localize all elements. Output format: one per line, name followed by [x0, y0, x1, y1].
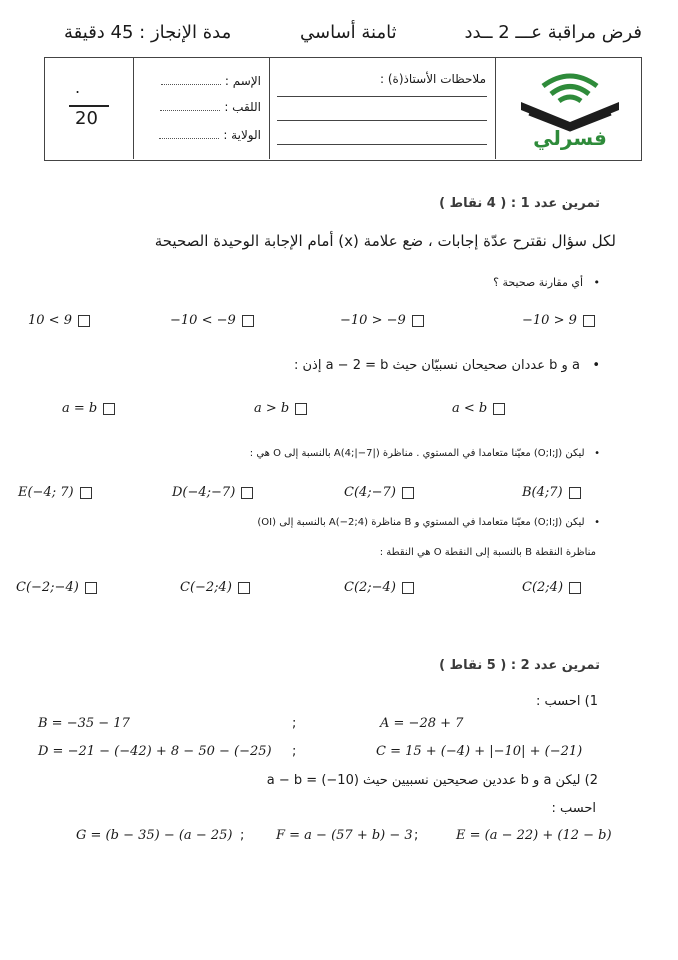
expr-f: F = a − (57 + b) − 3 [276, 828, 413, 843]
checkbox[interactable] [402, 487, 414, 499]
checkbox[interactable] [85, 582, 97, 594]
expr-c: C = 15 + (−4) + |−10| + (−21) [376, 744, 583, 759]
checkbox[interactable] [402, 582, 414, 594]
q4-option[interactable]: C(2;−4) [344, 580, 414, 595]
checkbox[interactable] [569, 582, 581, 594]
expr-e: E = (a − 22) + (12 − b) [456, 828, 612, 843]
checkbox[interactable] [493, 403, 505, 415]
expr-g: G = (b − 35) − (a − 25) [76, 828, 233, 843]
q3-option[interactable]: B(4;7) [522, 485, 581, 500]
expr-a: A = −28 + 7 [380, 716, 464, 731]
q3-option[interactable]: E(−4; 7) [18, 485, 92, 500]
duration-label: مدة الإنجاز : 45 دقيقة [64, 22, 232, 43]
q1-text: • أي مقارنة صحيحة ؟ [493, 276, 600, 289]
separator: ; [240, 828, 245, 843]
exam-title: فرض مراقبة عـــ 2 ــدد [464, 22, 642, 43]
exercise1-title: تمرين عدد 1 : ( 4 نقاط ) [439, 196, 600, 211]
checkbox[interactable] [80, 487, 92, 499]
q3-option[interactable]: D(−4;−7) [172, 485, 253, 500]
exercise2-title: تمرين عدد 2 : ( 5 نقاط ) [439, 658, 600, 673]
q1-option[interactable]: −10 > −9 [340, 313, 424, 328]
notes-line [277, 96, 487, 97]
separator: ; [414, 828, 419, 843]
divider [495, 58, 496, 159]
separator: ; [292, 716, 297, 731]
logo-text: فسرلي [533, 126, 607, 150]
compute-label: احسب : [551, 801, 596, 816]
checkbox[interactable] [295, 403, 307, 415]
surname-field[interactable] [131, 100, 261, 114]
expr-d: D = −21 − (−42) + 8 − 50 − (−25) [38, 744, 272, 759]
q3-text: • ليكن (O;I;J) معيّنا متعامدا في المستوي . مناظرة A(4;|−7|) بالنسبة إلى O هي : [249, 448, 600, 459]
q1-option[interactable]: 10 < 9 [28, 313, 90, 328]
state-label: الولاية : [223, 128, 261, 142]
notes-label: ملاحظات الأستاذ(ة) : [380, 72, 486, 86]
part2-label: 2) ليكن a و b عددين صحيحين نسبيين حيث a − b = (−10) [266, 773, 598, 788]
divider [269, 58, 270, 159]
q4-option[interactable]: C(2;4) [522, 580, 581, 595]
surname-label: اللقب : [224, 100, 261, 114]
level-label: ثامنة أساسي [300, 22, 397, 43]
q4-text2: مناظرة النقطة B بالنسبة إلى النقطة O هي النقطة : [379, 547, 596, 558]
score-value: . [75, 78, 81, 97]
q2-option[interactable]: a > b [254, 401, 307, 416]
checkbox[interactable] [242, 315, 254, 327]
state-field[interactable] [131, 128, 261, 142]
info-box [44, 57, 642, 161]
q2-text: • a و b عددان صحيحان نسبيّان حيث a − 2 = b إذن : [293, 358, 600, 373]
separator: ; [292, 744, 297, 759]
checkbox[interactable] [241, 487, 253, 499]
q1-option[interactable]: −10 < −9 [170, 313, 254, 328]
q4-text: • ليكن (O;I;J) معيّنا متعامدا في المستوي و B مناظرة A(−2;4) بالنسبة إلى (OI) [257, 517, 600, 528]
fraction-bar [69, 105, 109, 107]
q1-option[interactable]: −10 > 9 [522, 313, 595, 328]
q2-option[interactable]: a < b [452, 401, 505, 416]
notes-line [277, 144, 487, 145]
q3-option[interactable]: C(4;−7) [344, 485, 414, 500]
expr-b: B = −35 − 17 [38, 716, 130, 731]
name-label: الإسم : [224, 74, 261, 88]
checkbox[interactable] [583, 315, 595, 327]
score-total: 20 [75, 108, 98, 129]
q4-option[interactable]: C(−2;4) [180, 580, 250, 595]
q2-option[interactable]: a = b [62, 401, 115, 416]
q4-option[interactable]: C(−2;−4) [16, 580, 97, 595]
part1-label: 1) احسب : [535, 694, 598, 709]
checkbox[interactable] [412, 315, 424, 327]
checkbox[interactable] [569, 487, 581, 499]
exercise1-instruction: لكل سؤال نقترح عدّة إجابات ، ضع علامة (x) أمام الإجابة الوحيدة الصحيحة [154, 232, 616, 250]
name-field[interactable] [131, 74, 261, 88]
checkbox[interactable] [238, 582, 250, 594]
notes-line [277, 120, 487, 121]
logo [507, 64, 633, 154]
checkbox[interactable] [103, 403, 115, 415]
checkbox[interactable] [78, 315, 90, 327]
